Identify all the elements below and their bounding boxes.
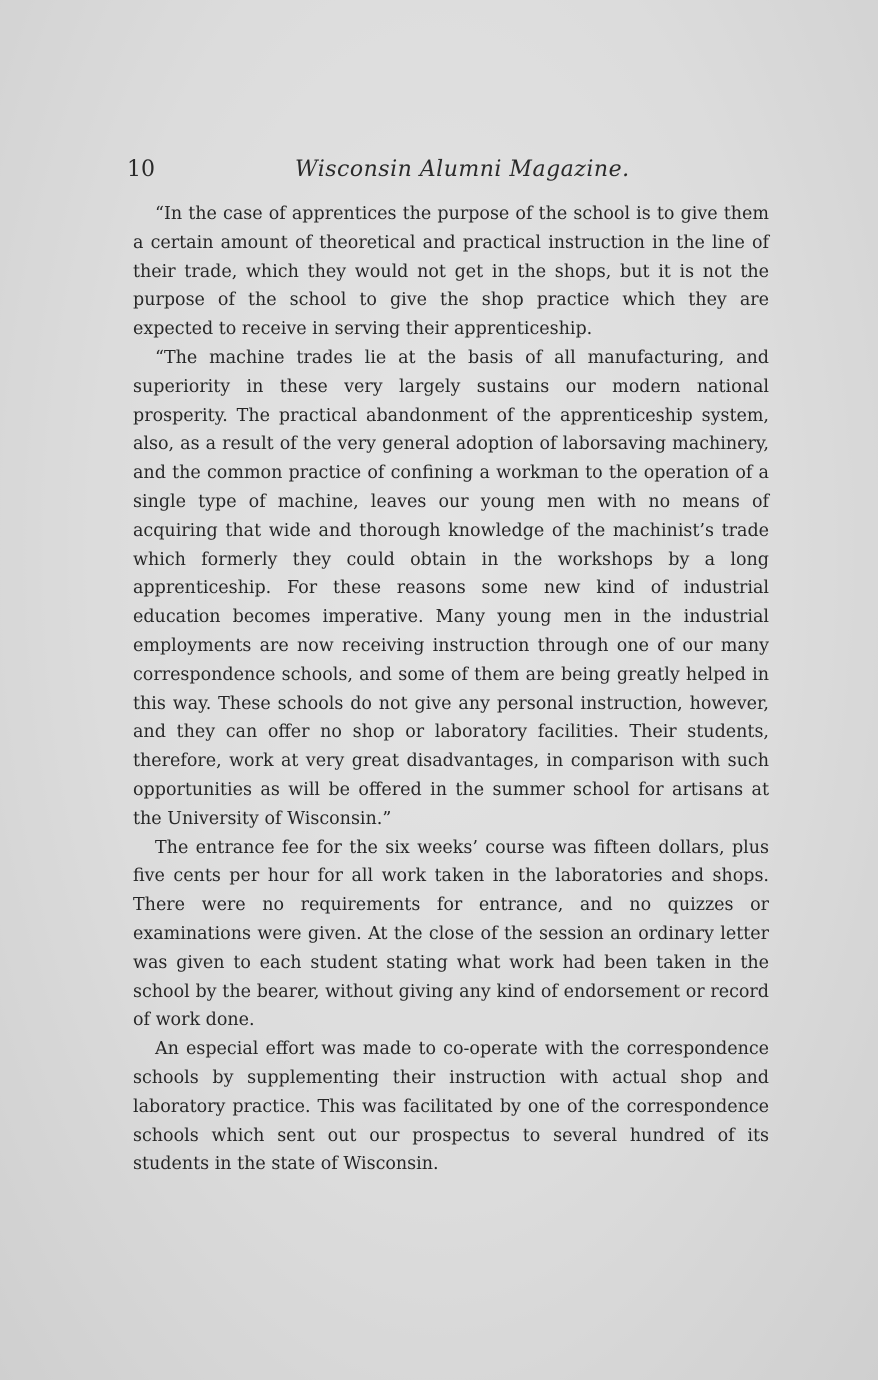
page-header xyxy=(127,152,767,188)
page-number: 10 xyxy=(127,157,155,182)
paragraph-machine-trades: “The machine trades lie at the basis of all manufacturing, and superiority in these very largely sustains our modern national prosperity. The practical abandonment of the apprenticeship system, also, as a result of the very general adoption of laborsaving machinery, and the common practice of confining a workman to the operation of a single type of machine, leaves our young men with no means of acquiring that wide and thorough knowledge of the machinist’s trade which formerly they could obtain in the workshops by a long apprenticeship. For these reasons some new kind of industrial education becomes imperative. Many young men in the industrial employments are now receiving instruction through one of our many correspondence schools, and some of them are being greatly helped in this way. These schools do not give any personal instruction, however, and they can offer no shop or laboratory facilities. Their students, therefore, work at very great disadvantages, in comparison with such opportunities as will be offered in the summer school for artisans at the University of Wisconsin.” xyxy=(133,347,769,829)
paragraph-correspondence-schools: An especial effort was made to co-operate with the correspondence schools by supplementing their instruction with actual shop and laboratory practice. This was facilitated by one of the correspondence schools which sent out our prospectus to several hundred of its students in the state of Wisconsin. xyxy=(133,1039,769,1175)
body-text xyxy=(133,200,769,1179)
paragraph-apprentices: “In the case of apprentices the purpose of the school is to give them a certain amount of theoretical and practical instruction in the line of their trade, which they would not get in the shops, but it is not the purpose of the school to give the shop practice which they are expected to receive in serving their apprenticeship. xyxy=(133,204,769,340)
running-title: Wisconsin Alumni Magazine. xyxy=(295,157,630,182)
paragraph-entrance-fee: The entrance fee for the six weeks’ course was fifteen dollars, plus five cents per hour for all work taken in the laboratories and shops. There were no requirements for entrance, and no quizzes or examinations were given. At the close of the session an ordinary letter was given to each student stating what work had been taken in the school by the bearer, without giving any kind of endorsement or record of work done. xyxy=(133,837,769,1031)
